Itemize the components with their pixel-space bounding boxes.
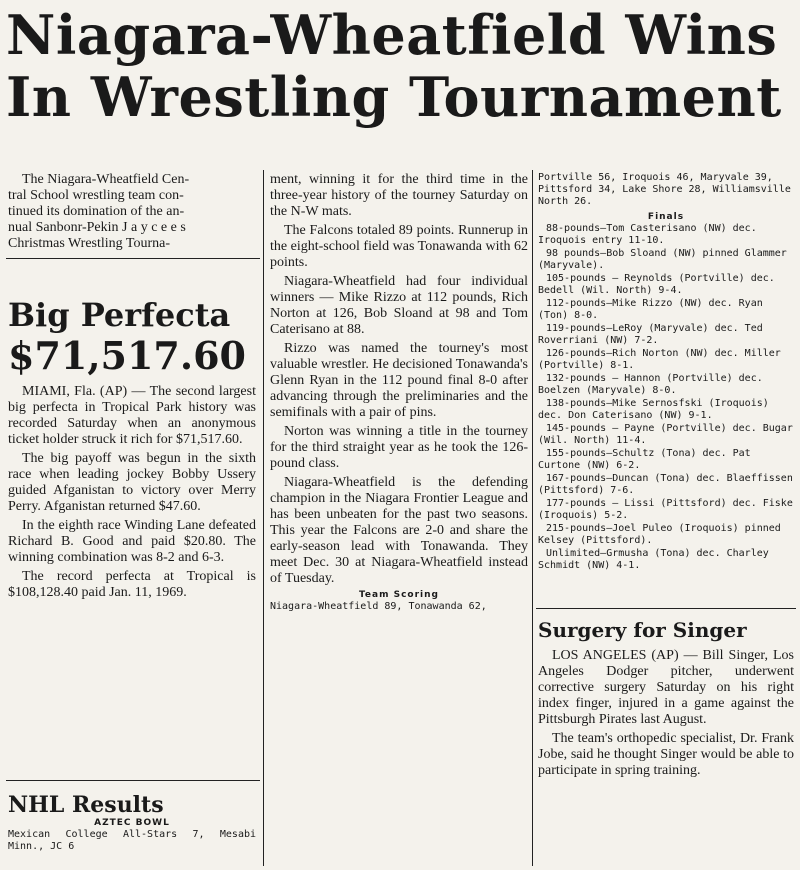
finals-result: 167-pounds—Duncan (Tona) dec. Blaeffissen (Pittsford) 7-6. xyxy=(538,473,793,496)
team-scoring-head: Team Scoring xyxy=(358,590,439,600)
column-1 xyxy=(8,172,256,252)
divider xyxy=(536,608,796,609)
team-scoring-continued: Portville 56, Iroquois 46, Maryvale 39, Pittsford 34, Lake Shore 28, Williamsville North 26. xyxy=(538,172,791,207)
finals-result: 155-pounds—Schultz (Tona) dec. Pat Curtone (NW) 6-2. xyxy=(538,448,751,471)
finals-result: 215-pounds—Joel Puleo (Iroquois) pinned Kelsey (Pittsford). xyxy=(538,523,781,546)
finals-result: Unlimited—Grmusha (Tona) dec. Charley Schmidt (NW) 4-1. xyxy=(538,548,769,571)
finals-result: 105-pounds — Reynolds (Portville) dec. Bedell (Wil. North) 9-4. xyxy=(538,273,775,296)
paragraph: Norton was winning a title in the tourney for the third straight year as he took the 126-pound class. xyxy=(270,424,528,471)
lead-line: tinued its domination of the an- xyxy=(8,204,185,219)
perfecta-article xyxy=(8,296,256,604)
lead-line: Christmas Wrestling Tourna- xyxy=(8,236,171,251)
headline-line-2: In Wrestling Tournament xyxy=(6,65,782,129)
finals-result: 112-pounds—Mike Rizzo (NW) dec. Ryan (Ton) 8-0. xyxy=(538,298,763,321)
surgery-headline: Surgery for Singer xyxy=(538,618,747,642)
wrestling-article-lead xyxy=(8,172,256,252)
perfecta-headline: Big Perfecta xyxy=(8,296,231,334)
paragraph: Niagara-Wheatfield is the defending champion in the Niagara Frontier League and has been unbeaten for the past two seasons. This year the Falcons are 2-0 and share the early-season lead with Tonawanda. They meet Dec. 30 at Niagara-Wheatfield instead of Tuesday. xyxy=(270,475,528,586)
finals-result: 145-pounds — Payne (Portville) dec. Bugar (Wil. North) 11-4. xyxy=(538,423,793,446)
finals-result: 126-pounds—Rich Norton (NW) dec. Miller (Portville) 8-1. xyxy=(538,348,781,371)
column-2 xyxy=(270,172,528,616)
finals-result: 98 pounds—Bob Sloand (NW) pinned Glammer (Maryvale). xyxy=(538,248,787,271)
paragraph: LOS ANGELES (AP) — Bill Singer, Los Angeles Dodger pitcher, underwent corrective surgery Saturday on his right index finger, injured in a game against the Pittsburgh Pirates last August. xyxy=(538,648,794,727)
surgery-article xyxy=(538,618,794,782)
divider xyxy=(6,780,260,781)
paragraph: ment, winning it for the third time in the three-year history of the tourney Saturday on the N-W mats. xyxy=(270,172,528,219)
paragraph: The team's orthopedic specialist, Dr. Frank Jobe, said he thought Singer would be able to participate in spring training. xyxy=(538,731,794,778)
column-rule xyxy=(263,170,264,866)
lead-line: nual Sanbonr-Pekin J a y c e e s xyxy=(8,220,186,235)
paragraph: The Falcons totaled 89 points. Runnerup in the eight-school field was Tonawanda with 62 points. xyxy=(270,223,528,270)
column-3 xyxy=(538,172,794,573)
headline-line-1: Niagara-Wheatfield Wins xyxy=(6,3,778,67)
paragraph: Niagara-Wheatfield had four individual winners — Mike Rizzo at 112 pounds, Rich Norton at 126, Bob Sloand at 98 and Tom Caterisano at 88. xyxy=(270,274,528,337)
divider xyxy=(6,258,260,259)
perfecta-amount: $71,517.60 xyxy=(8,333,246,378)
paragraph: The record perfecta at Tropical is $108,128.40 paid Jan. 11, 1969. xyxy=(8,569,256,600)
nhl-article xyxy=(8,792,256,856)
headline xyxy=(6,4,796,128)
finals-head: Finals xyxy=(647,212,685,222)
finals-result: 177-pounds — Lissi (Pittsford) dec. Fiske (Iroquois) 5-2. xyxy=(538,498,793,521)
nhl-result-line: Mexican College All-Stars 7, Mesabi Minn., JC 6 xyxy=(8,829,256,852)
finals-result: 132-pounds — Hannon (Portville) dec. Boelzen (Maryvale) 8-0. xyxy=(538,373,763,396)
paragraph: In the eighth race Winding Lane defeated Richard B. Good and paid $20.80. The winning combination was 8-2 and 6-3. xyxy=(8,518,256,565)
paragraph: The big payoff was begun in the sixth race when leading jockey Bobby Ussery guided Afganistan to victory over Merry Perry. Afganistan returned $47.60. xyxy=(8,451,256,514)
team-scoring-line: Niagara-Wheatfield 89, Tonawanda 62, xyxy=(270,601,487,612)
lead-line: The Niagara-Wheatfield Cen- xyxy=(22,172,190,187)
lead-line: tral School wrestling team con- xyxy=(8,188,184,203)
nhl-headline: NHL Results xyxy=(8,792,164,818)
finals-result: 138-pounds—Mike Sernosfski (Iroquois) dec. Don Caterisano (NW) 9-1. xyxy=(538,398,769,421)
paragraph: Rizzo was named the tourney's most valuable wrestler. He decisioned Tonawanda's Glenn Ryan in the 112 pound final 8-0 after advancing through the preliminaries and the semifinals with a pair of pins. xyxy=(270,341,528,420)
finals-result: 88-pounds—Tom Casterisano (NW) dec. Iroquois entry 11-10. xyxy=(538,223,757,246)
nhl-subhead: AZTEC BOWL xyxy=(94,818,170,828)
finals-result: 119-pounds—LeRoy (Maryvale) dec. Ted Roverriani (NW) 7-2. xyxy=(538,323,763,346)
paragraph: MIAMI, Fla. (AP) — The second largest big perfecta in Tropical Park history was recorded Saturday when an anonymous ticket holder struck it rich for $71,517.60. xyxy=(8,384,256,447)
column-rule xyxy=(532,170,533,866)
